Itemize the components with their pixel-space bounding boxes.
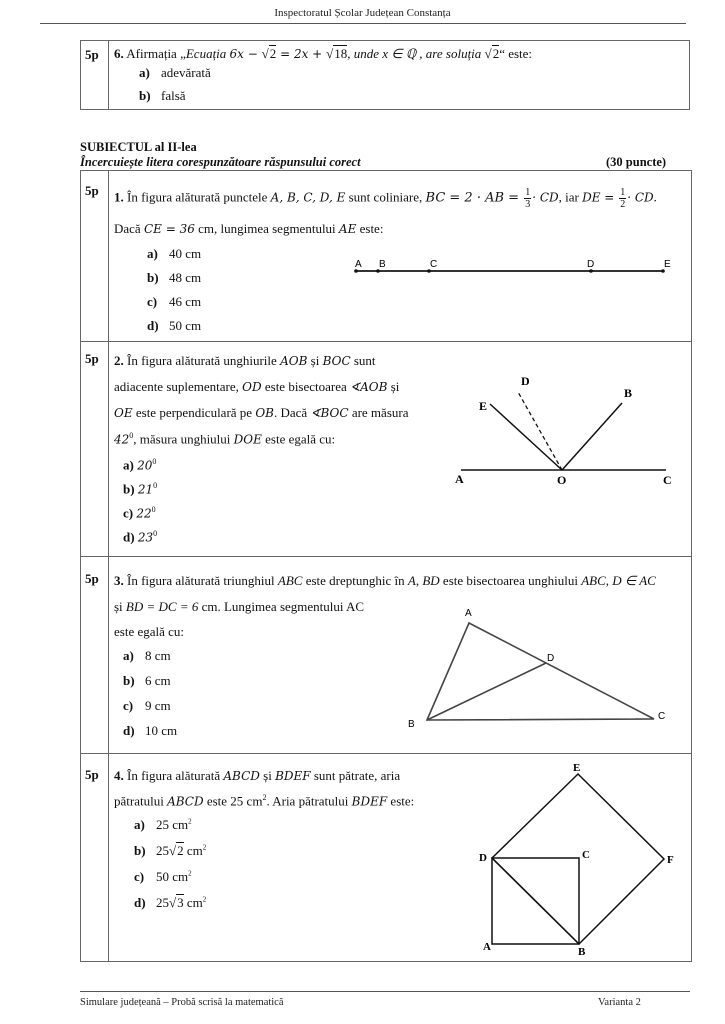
label-b: B bbox=[379, 259, 386, 270]
numerator: 1 bbox=[525, 187, 531, 198]
question-4-line2 bbox=[114, 793, 414, 809]
text: Dacă bbox=[114, 221, 144, 236]
option-letter: a) bbox=[139, 65, 150, 80]
text: , bbox=[605, 573, 613, 588]
label-c: C bbox=[663, 473, 672, 487]
option-text: 23 bbox=[137, 530, 154, 545]
option-value: 25 bbox=[156, 817, 169, 832]
row-divider bbox=[81, 341, 691, 342]
option-value: 50 bbox=[156, 869, 169, 884]
option-unit: cm bbox=[169, 817, 189, 832]
questions-table bbox=[80, 170, 692, 962]
option-unit: cm bbox=[183, 895, 203, 910]
math: BD = DC = 6 bbox=[125, 599, 199, 614]
points-label: 5p bbox=[85, 351, 99, 366]
degree-sup: 0 bbox=[129, 431, 134, 440]
option-text: 40 cm bbox=[169, 246, 202, 261]
sqrt-value: 3 bbox=[177, 895, 184, 910]
option-b[interactable]: b) 25√2 $cm^2$ bbox=[134, 843, 207, 858]
section-instruction: Încercuiește litera corespunzătoare răspunsului corect bbox=[80, 155, 361, 169]
math: ABC bbox=[277, 573, 303, 588]
text: cm, lungimea segmentului bbox=[194, 221, 339, 236]
segment-bd bbox=[427, 663, 546, 720]
text: În figura alăturată triunghiul bbox=[123, 573, 278, 588]
option-c[interactable] bbox=[123, 505, 156, 521]
math: 2 bbox=[492, 46, 500, 61]
math: A bbox=[407, 573, 416, 588]
math: ∢BOC bbox=[310, 406, 349, 420]
option-letter: b) bbox=[147, 270, 159, 285]
math: AOB bbox=[280, 354, 308, 368]
label-a: A bbox=[355, 259, 362, 270]
option-letter: c) bbox=[123, 698, 134, 713]
math: 42 bbox=[114, 432, 130, 447]
option-letter: b) bbox=[123, 673, 135, 688]
question-number: 6. bbox=[114, 46, 124, 61]
squares-figure bbox=[476, 758, 686, 958]
label-d: D bbox=[547, 653, 555, 664]
footer-divider bbox=[80, 991, 690, 992]
math: 2 bbox=[269, 46, 277, 61]
math: BDEF bbox=[351, 794, 388, 809]
option-b[interactable] bbox=[147, 270, 201, 286]
fraction bbox=[524, 187, 531, 210]
text: este dreptunghic în bbox=[302, 573, 408, 588]
superscript: 2 bbox=[202, 843, 207, 852]
question-3-line2 bbox=[114, 599, 364, 615]
math: 18 bbox=[334, 46, 348, 61]
option-c[interactable] bbox=[147, 294, 201, 310]
option-letter: d) bbox=[123, 529, 135, 545]
question-2-line3 bbox=[114, 405, 408, 421]
option-letter: b) bbox=[139, 88, 151, 103]
points-label: 5p bbox=[85, 767, 99, 782]
text: În figura alăturată punctele bbox=[123, 189, 271, 205]
question-number: 3. bbox=[114, 573, 124, 588]
math: CE = 36 bbox=[143, 222, 195, 236]
question-6-box bbox=[80, 40, 690, 110]
superscript: 2 bbox=[202, 895, 207, 904]
label-d: D bbox=[587, 259, 595, 270]
option-letter: b) bbox=[123, 481, 135, 497]
math: A, B, C, D, E bbox=[270, 190, 346, 205]
option-letter: d) bbox=[123, 723, 135, 738]
label-b: B bbox=[624, 386, 633, 400]
text: În figura alăturată bbox=[123, 768, 224, 783]
text: Ecuația bbox=[185, 46, 230, 61]
text: și bbox=[387, 379, 400, 394]
question-3-text bbox=[114, 573, 656, 589]
option-c[interactable] bbox=[134, 869, 192, 885]
label-a: A bbox=[483, 941, 491, 953]
option-d[interactable] bbox=[147, 318, 201, 334]
sqrt-value: 2 bbox=[177, 843, 184, 858]
question-number: 4. bbox=[114, 768, 124, 783]
option-a[interactable] bbox=[134, 817, 192, 833]
question-number: 1. bbox=[114, 189, 124, 205]
math: BC = 2 · AB = bbox=[425, 190, 524, 206]
option-letter: c) bbox=[134, 869, 145, 884]
option-d[interactable]: d) 25√3 $cm^2$ bbox=[134, 895, 207, 910]
option-c[interactable] bbox=[123, 698, 171, 714]
text: și bbox=[114, 599, 126, 614]
text: sunt coliniare, bbox=[345, 189, 426, 205]
option-letter: b) bbox=[134, 843, 146, 858]
math: ABCD bbox=[167, 794, 204, 809]
question-3-line3: este egală cu: bbox=[114, 624, 185, 639]
option-text: 10 cm bbox=[145, 723, 178, 738]
triangle-abc bbox=[427, 623, 654, 720]
text: este 25 cm bbox=[203, 793, 263, 809]
points-label: 5p bbox=[85, 183, 99, 198]
option-letter: a) bbox=[123, 457, 134, 473]
text: este: bbox=[387, 793, 415, 809]
ray-oe bbox=[490, 404, 562, 470]
option-text: falsă bbox=[161, 88, 186, 103]
text: , bbox=[415, 573, 423, 588]
math: OB bbox=[255, 406, 274, 420]
ray-ob bbox=[562, 403, 622, 470]
option-text: 21 bbox=[137, 482, 154, 497]
label-c: C bbox=[658, 711, 666, 722]
option-text: 8 cm bbox=[145, 648, 171, 663]
text: “ este: bbox=[499, 46, 533, 61]
option-text: 9 cm bbox=[145, 698, 171, 713]
option-text: 22 bbox=[136, 506, 152, 521]
question-1-text bbox=[114, 187, 657, 210]
math: AE bbox=[338, 222, 357, 236]
option-a[interactable] bbox=[123, 648, 171, 664]
text: este bisectoarea unghiului bbox=[439, 573, 582, 588]
degree-sup: 0 bbox=[151, 505, 156, 514]
option-d[interactable] bbox=[123, 529, 157, 545]
text: , măsura unghiului bbox=[133, 431, 234, 447]
option-b[interactable] bbox=[123, 673, 171, 689]
text: și bbox=[307, 353, 323, 368]
degree-sup: 0 bbox=[153, 481, 158, 490]
label-o: O bbox=[557, 473, 567, 487]
math: OE bbox=[114, 406, 133, 420]
text: . Aria pătratului bbox=[266, 793, 352, 809]
footer-right: Varianta 2 bbox=[598, 997, 641, 1008]
math: 6x − bbox=[229, 47, 262, 61]
math: · CD bbox=[532, 190, 559, 205]
text: este perpendiculară pe bbox=[132, 405, 256, 420]
math: DE = bbox=[582, 190, 619, 205]
option-d[interactable] bbox=[123, 723, 177, 739]
section-title: SUBIECTUL al II-lea bbox=[80, 140, 197, 154]
points-label: 5p bbox=[85, 571, 99, 586]
label-b: B bbox=[408, 719, 415, 728]
option-a[interactable] bbox=[147, 246, 201, 262]
label-c: C bbox=[582, 849, 590, 861]
option-text: 48 cm bbox=[169, 270, 202, 285]
label-e: E bbox=[573, 762, 581, 774]
text: În figura alăturată unghiurile bbox=[123, 353, 281, 368]
text: adiacente suplementare, bbox=[114, 379, 243, 394]
option-letter: c) bbox=[123, 505, 134, 521]
option-value: 25 bbox=[156, 843, 169, 858]
text: este: bbox=[356, 221, 384, 236]
superscript: 2 bbox=[262, 793, 267, 802]
option-value: 25 bbox=[156, 895, 169, 910]
question-2-line4 bbox=[114, 431, 335, 447]
label-e: E bbox=[479, 399, 488, 413]
question-1-line2 bbox=[114, 221, 383, 237]
angles-figure bbox=[446, 366, 686, 491]
option-b[interactable] bbox=[123, 481, 157, 497]
footer-left: Simulare județeană – Probă scrisă la matematică bbox=[80, 997, 284, 1008]
numerator: 1 bbox=[620, 187, 626, 198]
option-letter: a) bbox=[134, 817, 145, 832]
label-e: E bbox=[664, 259, 671, 270]
superscript: 2 bbox=[188, 869, 192, 878]
label-d: D bbox=[479, 852, 487, 864]
option-unit: cm bbox=[169, 869, 189, 884]
option-text: 20 bbox=[137, 458, 153, 473]
text: pătratului bbox=[114, 793, 168, 809]
label-b: B bbox=[578, 946, 586, 958]
points-column bbox=[81, 171, 109, 961]
math: ABC bbox=[581, 573, 606, 588]
label-a: A bbox=[455, 472, 464, 486]
option-text: adevărată bbox=[161, 65, 211, 80]
question-4-text bbox=[114, 768, 400, 784]
math: ∢AOB bbox=[350, 380, 388, 394]
math: BDEF bbox=[275, 769, 311, 783]
text: , iar bbox=[558, 189, 583, 205]
label-c: C bbox=[430, 259, 438, 270]
math: DOE bbox=[233, 432, 262, 447]
denominator: 3 bbox=[525, 199, 531, 210]
label-f: F bbox=[667, 854, 674, 866]
text: este egală cu: bbox=[261, 431, 336, 447]
page-header-title: Inspectoratul Școlar Județean Constanța bbox=[274, 7, 451, 19]
denominator: 2 bbox=[620, 199, 626, 210]
question-2-line2 bbox=[114, 379, 399, 395]
diagonal-db bbox=[492, 858, 579, 944]
text: , unde x ∈ ℚ , are soluția bbox=[347, 46, 485, 61]
label-d: D bbox=[521, 374, 530, 388]
collinear-points-figure bbox=[351, 256, 681, 281]
row-divider bbox=[81, 753, 691, 754]
option-text: 50 cm bbox=[169, 318, 202, 333]
option-a[interactable] bbox=[123, 457, 156, 473]
option-letter: a) bbox=[123, 648, 134, 663]
points-column bbox=[81, 41, 109, 109]
math: D ∈ AC bbox=[612, 573, 656, 588]
text: sunt bbox=[350, 353, 376, 368]
math: · CD. bbox=[627, 190, 658, 205]
math: ABCD bbox=[223, 769, 260, 783]
square-bdef bbox=[492, 774, 664, 944]
row-divider bbox=[81, 556, 691, 557]
text: . Dacă bbox=[273, 405, 311, 420]
math: BD bbox=[422, 573, 440, 588]
question-2-text bbox=[114, 353, 376, 369]
math: = 2x + bbox=[276, 47, 327, 61]
question-6-text: 6. Afirmația „Ecuația 6x − √2 = 2x + √18, unde x ∈ ℚ , are soluția √2“ este: bbox=[114, 46, 533, 61]
text: are măsura bbox=[348, 405, 409, 420]
option-letter: c) bbox=[147, 294, 158, 309]
text: Afirmația „ bbox=[126, 46, 186, 61]
option-a[interactable] bbox=[139, 65, 211, 81]
option-unit: cm bbox=[183, 843, 203, 858]
option-b[interactable] bbox=[139, 88, 186, 104]
label-a: A bbox=[465, 608, 472, 619]
question-number: 2. bbox=[114, 353, 124, 368]
option-letter: a) bbox=[147, 246, 158, 261]
text: este bisectoarea bbox=[261, 379, 351, 394]
ray-od-bisector bbox=[518, 392, 562, 470]
points-label: 5p bbox=[85, 47, 99, 62]
text: sunt pătrate, aria bbox=[310, 768, 401, 783]
text: cm. Lungimea segmentului AC bbox=[198, 599, 365, 614]
math: OD bbox=[242, 380, 262, 394]
math: BOC bbox=[322, 354, 351, 368]
degree-sup: 0 bbox=[152, 457, 157, 466]
section-points: (30 puncte) bbox=[606, 155, 667, 169]
superscript: 2 bbox=[188, 817, 192, 826]
header-divider bbox=[40, 23, 686, 24]
option-text: 46 cm bbox=[169, 294, 202, 309]
option-letter: d) bbox=[147, 318, 159, 333]
fraction bbox=[619, 187, 626, 210]
triangle-figure bbox=[401, 603, 671, 728]
degree-sup: 0 bbox=[153, 529, 158, 538]
option-text: 6 cm bbox=[145, 673, 171, 688]
text: și bbox=[259, 768, 276, 783]
option-letter: d) bbox=[134, 895, 146, 910]
